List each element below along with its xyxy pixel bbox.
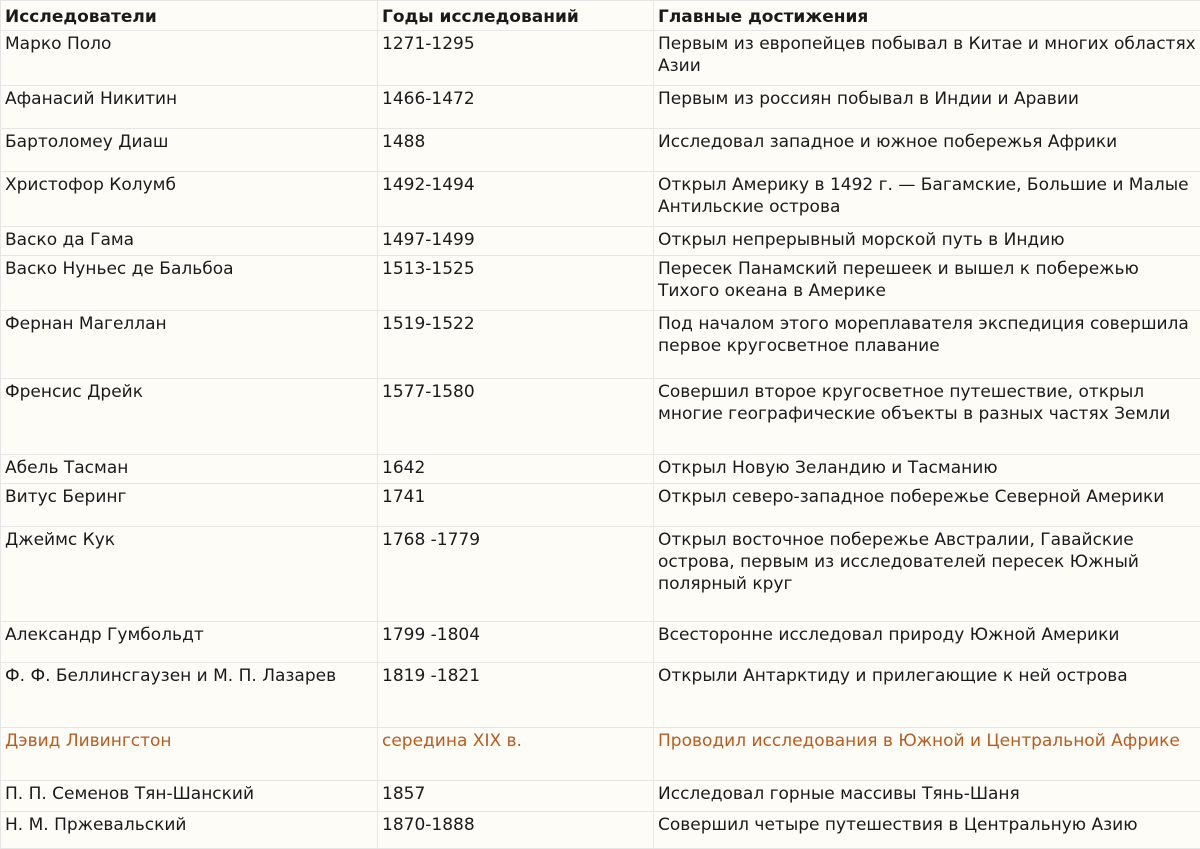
years-cell: 1857 (378, 781, 654, 812)
table-row (1, 129, 1200, 172)
achievement-cell: Первым из россиян побывал в Индии и Аравии (654, 86, 1200, 129)
table-row (1, 455, 1200, 484)
years-cell: 1799 -1804 (378, 622, 654, 663)
table-row (1, 227, 1200, 256)
years-cell: 1497-1499 (378, 227, 654, 256)
achievement-cell: Исследовал западное и южное побережья Африки (654, 129, 1200, 172)
achievement-cell: Исследовал горные массивы Тянь-Шаня (654, 781, 1200, 812)
achievement-cell: Пересек Панамский перешеек и вышел к побережью Тихого океана в Америке (654, 256, 1200, 311)
explorer-name-cell: Александр Гумбольдт (1, 622, 378, 663)
years-cell: 1513-1525 (378, 256, 654, 311)
achievement-cell: Открыл восточное побережье Австралии, Гавайские острова, первым из исследователей пересек Южный полярный круг (654, 527, 1200, 622)
header-explorers: Исследователи (1, 1, 378, 31)
table-header (1, 1, 1200, 31)
years-cell: 1466-1472 (378, 86, 654, 129)
explorer-name-cell: Абель Тасман (1, 455, 378, 484)
achievement-cell: Открыл Америку в 1492 г. — Багамские, Большие и Малые Антильские острова (654, 172, 1200, 227)
table-row (1, 728, 1200, 781)
table-row (1, 172, 1200, 227)
header-years: Годы исследований (378, 1, 654, 31)
table-row (1, 622, 1200, 663)
achievement-cell: Совершил второе кругосветное путешествие, открыл многие географические объекты в разных частях Земли (654, 379, 1200, 455)
explorer-name-cell: П. П. Семенов Тян-Шанский (1, 781, 378, 812)
table-row (1, 379, 1200, 455)
achievement-cell: Открыл Новую Зеландию и Тасманию (654, 455, 1200, 484)
table-row (1, 256, 1200, 311)
table-row (1, 31, 1200, 86)
years-cell: 1492-1494 (378, 172, 654, 227)
years-cell: 1642 (378, 455, 654, 484)
years-cell: 1271-1295 (378, 31, 654, 86)
achievement-cell: Открыли Антарктиду и прилегающие к ней острова (654, 663, 1200, 728)
achievement-cell: Первым из европейцев побывал в Китае и многих областях Азии (654, 31, 1200, 86)
years-cell: 1519-1522 (378, 311, 654, 379)
achievement-cell: Открыл северо-западное побережье Северной Америки (654, 484, 1200, 527)
years-cell: 1577-1580 (378, 379, 654, 455)
years-cell: 1768 -1779 (378, 527, 654, 622)
table-row (1, 527, 1200, 622)
table-body (1, 31, 1200, 849)
explorer-name-cell: Джеймс Кук (1, 527, 378, 622)
explorer-name-cell: Витус Беринг (1, 484, 378, 527)
table-row (1, 311, 1200, 379)
achievement-cell: Совершил четыре путешествия в Центральную Азию (654, 812, 1200, 849)
explorer-name-cell: Дэвид Ливингстон (1, 728, 378, 781)
achievement-cell: Проводил исследования в Южной и Центральной Африке (654, 728, 1200, 781)
achievement-cell: Всесторонне исследовал природу Южной Америки (654, 622, 1200, 663)
header-row (1, 1, 1200, 31)
explorer-name-cell: Фернан Магеллан (1, 311, 378, 379)
explorer-name-cell: Марко Поло (1, 31, 378, 86)
achievement-cell: Под началом этого мореплавателя экспедиция совершила первое кругосветное плавание (654, 311, 1200, 379)
years-cell: 1488 (378, 129, 654, 172)
table-row (1, 663, 1200, 728)
explorer-name-cell: Френсис Дрейк (1, 379, 378, 455)
explorer-name-cell: Ф. Ф. Беллинсгаузен и М. П. Лазарев (1, 663, 378, 728)
years-cell: 1819 -1821 (378, 663, 654, 728)
table-row (1, 484, 1200, 527)
achievement-cell: Открыл непрерывный морской путь в Индию (654, 227, 1200, 256)
years-cell: 1870-1888 (378, 812, 654, 849)
explorer-name-cell: Афанасий Никитин (1, 86, 378, 129)
table-row (1, 781, 1200, 812)
table-row (1, 812, 1200, 849)
explorer-name-cell: Васко Нуньес де Бальбоа (1, 256, 378, 311)
years-cell: середина XIX в. (378, 728, 654, 781)
header-achievements: Главные достижения (654, 1, 1200, 31)
explorer-name-cell: Бартоломеу Диаш (1, 129, 378, 172)
years-cell: 1741 (378, 484, 654, 527)
explorer-name-cell: Н. М. Пржевальский (1, 812, 378, 849)
table-row (1, 86, 1200, 129)
explorer-name-cell: Христофор Колумб (1, 172, 378, 227)
explorer-name-cell: Васко да Гама (1, 227, 378, 256)
